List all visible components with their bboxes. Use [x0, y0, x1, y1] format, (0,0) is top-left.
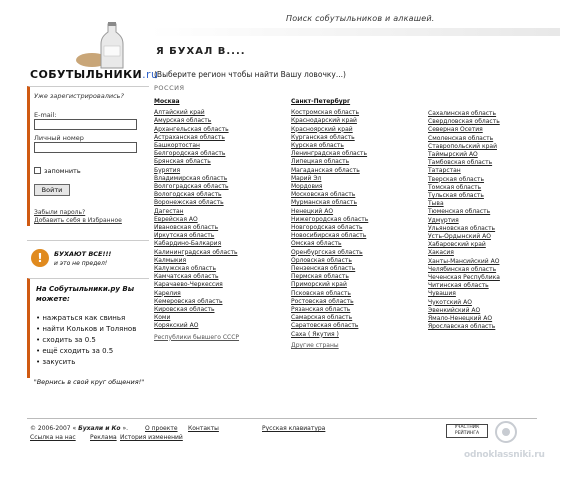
history-link[interactable]: История изменений — [120, 434, 183, 441]
list-item: • нажраться как свинья — [36, 313, 136, 324]
region-link[interactable]: Чувашия — [428, 290, 456, 298]
region-link[interactable]: Калининградская область — [154, 248, 238, 256]
region-link[interactable]: Сахалинская область — [428, 110, 497, 117]
region-link[interactable]: Камчатская область — [154, 273, 219, 281]
region-link[interactable]: Липецкая область — [291, 158, 350, 166]
page-title: Я БУХАЛ В.... — [156, 46, 246, 57]
region-column-3 — [428, 110, 500, 331]
region-link[interactable]: Новгородская область — [291, 224, 363, 232]
region-link[interactable]: Орловская область — [291, 256, 352, 264]
region-link[interactable]: Магаданская область — [291, 166, 360, 174]
region-link[interactable]: Башкортостан — [154, 142, 200, 150]
region-link[interactable]: Амурская область — [154, 117, 212, 125]
region-link[interactable]: Псковская область — [291, 289, 351, 297]
promo-line2: и это не предел! — [54, 260, 108, 267]
region-link[interactable]: Еврейская АО — [154, 215, 198, 223]
region-link[interactable]: Марий Эл — [291, 174, 322, 182]
link-to-us[interactable]: Ссылка на нас — [30, 434, 76, 441]
region-link[interactable]: Кабардино-Балкария — [154, 240, 222, 248]
logo[interactable] — [28, 18, 159, 86]
remember-checkbox[interactable] — [34, 167, 41, 174]
region-link[interactable]: Белгородская область — [154, 150, 226, 158]
region-link[interactable]: Ярославская область — [428, 323, 496, 331]
features-list — [36, 313, 136, 368]
region-link[interactable]: Ненецкий АО — [291, 207, 334, 215]
rating-badge[interactable]: УЧАСТНИК РЕЙТИНГА — [446, 424, 488, 438]
region-link[interactable]: Волгоградская область — [154, 183, 229, 191]
region-link[interactable]: Татарстан — [428, 167, 461, 175]
region-link[interactable]: Москва — [154, 98, 180, 105]
region-link[interactable]: Брянская область — [154, 158, 211, 166]
russian-keyboard-link[interactable]: Русская клавиатура — [262, 425, 326, 432]
region-link[interactable]: Саратовская область — [291, 322, 359, 330]
region-link[interactable]: Республики бывшего СССР — [154, 333, 240, 341]
region-link[interactable]: Смоленская область — [428, 134, 494, 142]
region-link[interactable]: Архангельская область — [154, 125, 229, 133]
region-link[interactable]: Санкт-Петербург — [291, 98, 351, 105]
region-link[interactable]: Красноярский край — [291, 125, 353, 133]
region-link[interactable]: Коми — [154, 314, 171, 322]
region-link[interactable]: Вологодская область — [154, 191, 222, 199]
region-link[interactable]: Московская область — [291, 191, 356, 199]
region-link[interactable]: Дагестан — [154, 207, 184, 215]
list-item: • сходить за 0.5 — [36, 335, 136, 346]
region-link[interactable]: Челябинская область — [428, 265, 497, 273]
region-link[interactable]: Кировская область — [154, 306, 215, 314]
region-link[interactable]: Ивановская область — [154, 224, 219, 232]
region-link[interactable]: Ульяновская область — [428, 224, 496, 232]
region-link[interactable]: Курская область — [291, 142, 344, 150]
region-link[interactable]: Ростовская область — [291, 297, 354, 305]
region-link[interactable]: Тюменская область — [428, 208, 491, 216]
footer-divider — [27, 418, 537, 419]
footer-copyright: © 2006-2007 « Бухали и Ко ». — [30, 425, 129, 432]
region-link[interactable]: Карачаево-Черкессия — [154, 281, 223, 289]
add-favorites-link[interactable]: Добавить себя в Избранное — [34, 217, 122, 224]
region-link[interactable]: Калмыкия — [154, 256, 187, 264]
login-form — [27, 86, 149, 226]
region-link[interactable]: Ханты-Мансийский АО — [428, 257, 500, 265]
region-link[interactable]: Чеченская Республика — [428, 274, 500, 282]
login-button[interactable]: Войти — [34, 184, 70, 196]
region-link[interactable]: Новосибирская область — [291, 232, 367, 240]
region-link[interactable]: Нижегородская область — [291, 215, 369, 223]
region-link[interactable]: Эвенкийский АО — [428, 306, 481, 314]
contacts-link[interactable]: Контакты — [188, 425, 219, 432]
password-field[interactable] — [34, 142, 137, 153]
features-block — [27, 278, 149, 378]
region-link[interactable]: Тыва — [428, 200, 444, 208]
region-link[interactable]: Ставропольский край — [428, 142, 497, 150]
password-label: Личный номер — [34, 134, 84, 142]
list-item: • закусить — [36, 357, 136, 368]
region-link[interactable]: Чукотский АО — [428, 298, 472, 306]
tagline: Поиск собутыльников и алкашей. — [286, 14, 435, 23]
list-item: • найти Кольков и Толянов — [36, 324, 136, 335]
region-link[interactable]: Мордовия — [291, 183, 323, 191]
remember-label: запомнить — [44, 167, 81, 175]
region-link[interactable]: Другие страны — [291, 341, 339, 349]
email-label: E-mail: — [34, 111, 57, 119]
region-link[interactable]: Рязанская область — [291, 306, 351, 314]
email-field[interactable] — [34, 119, 137, 130]
region-link[interactable]: Краснодарский край — [291, 117, 357, 125]
forgot-password-link[interactable]: Забыли пароль? — [34, 209, 86, 216]
region-link[interactable]: Ямало-Ненецкий АО — [428, 315, 493, 323]
region-link[interactable]: Приморский край — [291, 281, 347, 289]
region-link[interactable]: Ленинградская область — [291, 150, 368, 158]
region-link[interactable]: Самарская область — [291, 314, 353, 322]
region-link[interactable]: Северная Осетия — [428, 126, 483, 134]
region-link[interactable]: Корякский АО — [154, 322, 199, 330]
region-link[interactable]: Тамбовская область — [428, 159, 493, 167]
region-link[interactable]: Тверская область — [428, 175, 485, 183]
slogan-quote: "Вернись в свой круг общения!" — [33, 378, 145, 386]
login-question: Уже зарегистрировались? — [34, 92, 124, 100]
region-link[interactable]: Хакасия — [428, 249, 454, 257]
region-link[interactable]: Костромская область — [291, 109, 360, 117]
region-link[interactable]: Карелия — [154, 289, 181, 297]
region-link[interactable]: Воронежская область — [154, 199, 224, 207]
region-link[interactable]: Читинская область — [428, 282, 489, 290]
watermark-icon — [494, 420, 518, 444]
region-link[interactable]: Иркутская область — [154, 232, 215, 240]
region-link[interactable]: Калужская область — [154, 265, 217, 273]
region-column-1 — [154, 98, 239, 342]
region-link[interactable]: Пермская область — [291, 273, 349, 281]
region-link[interactable]: Бурятия — [154, 166, 181, 174]
top-strip — [150, 28, 560, 36]
about-link[interactable]: О проекте — [145, 425, 178, 432]
exclamation-icon: ! — [31, 249, 49, 267]
region-link[interactable]: Таймырский АО — [428, 151, 478, 159]
region-link[interactable]: Саха ( Якутия ) — [291, 330, 339, 338]
section-russia: РОССИЯ — [154, 84, 185, 92]
promo-line1: БУХАЮТ ВСЕ!!! — [54, 250, 112, 258]
region-link[interactable]: Хабаровский край — [428, 241, 486, 249]
watermark: odnoklassniki.ru — [464, 450, 545, 460]
region-column-2 — [291, 98, 368, 350]
region-link[interactable]: Кемеровская область — [154, 297, 223, 305]
region-link[interactable]: Свердловская область — [428, 118, 500, 126]
region-link[interactable]: Владимирская область — [154, 174, 228, 182]
region-link[interactable]: Курганская область — [291, 133, 355, 141]
region-link[interactable]: Тульская область — [428, 192, 484, 200]
features-title: На Собутыльники.ру Вы можете: — [36, 285, 135, 303]
list-item: • ещё сходить за 0.5 — [36, 346, 136, 357]
region-link[interactable]: Пензенская область — [291, 265, 356, 273]
region-link[interactable]: Томская область — [428, 183, 482, 191]
bottle-icon — [74, 20, 132, 70]
page-subtitle: (Выберите регион чтобы найти Вашу ловочку...) — [154, 70, 346, 79]
region-link[interactable]: Астраханская область — [154, 133, 225, 141]
region-link[interactable]: Мурманская область — [291, 199, 357, 207]
region-link[interactable]: Усть-Ордынский АО — [428, 233, 491, 241]
ads-link[interactable]: Реклама — [90, 434, 117, 441]
promo-block — [27, 240, 149, 276]
region-link[interactable]: Омская область — [291, 240, 342, 248]
region-link[interactable]: Алтайский край — [154, 109, 205, 117]
logo-text: СОБУТЫЛЬНИКИ.ru — [30, 68, 159, 81]
region-link[interactable]: Удмуртия — [428, 216, 459, 224]
region-link[interactable]: Оренбургская область — [291, 248, 363, 256]
